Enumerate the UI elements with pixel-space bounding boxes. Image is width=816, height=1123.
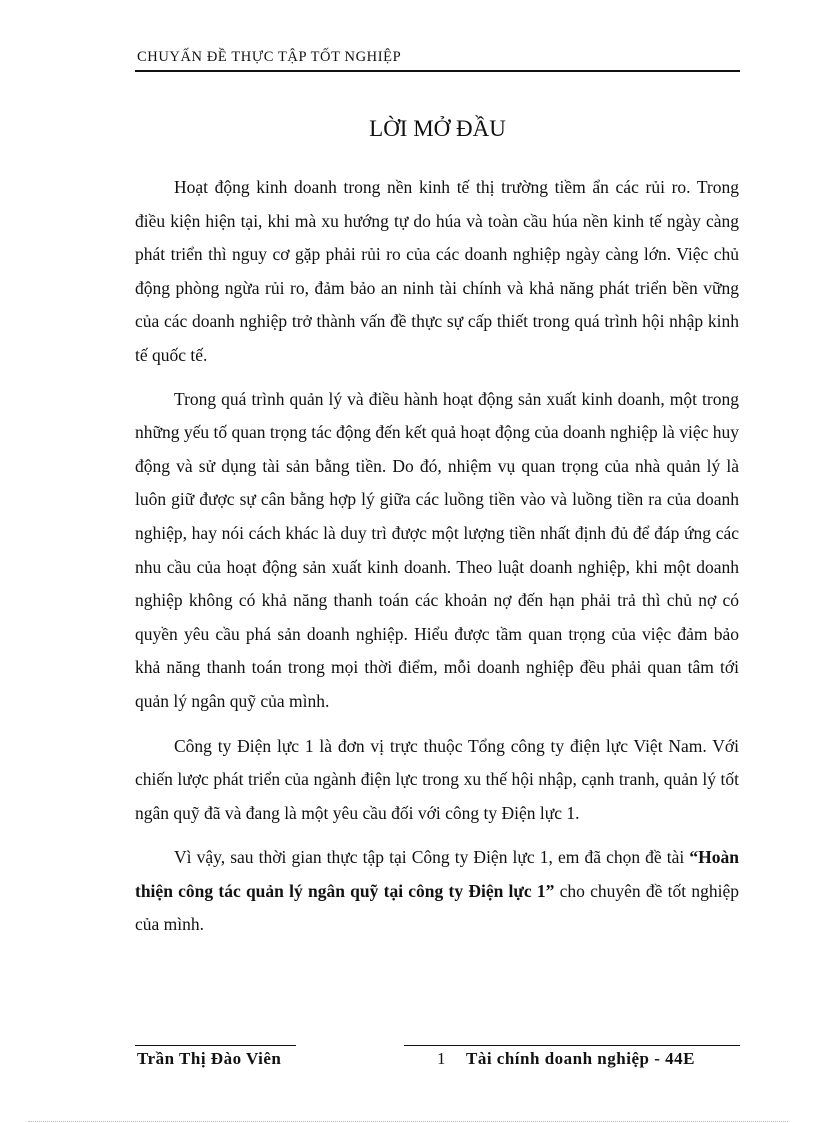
footer-department: Tài chính doanh nghiệp - 44E (466, 1049, 695, 1068)
footer-rule-left (135, 1045, 296, 1046)
paragraph-1: Hoạt động kinh doanh trong nền kinh tế thị trường tiềm ẩn các rủi ro. Trong điều kiện hiện tại, khi mà xu hướng tự do húa và toàn cầu húa nền kinh tế ngày càng phát triển thì nguy cơ gặp phải rủi ro của các doanh nghiệp ngày càng lớn. Việc chủ động phòng ngừa rủi ro, đảm bảo an ninh tài chính và khả năng phát triển bền vững của các doanh nghiệp trở thành vấn đề thực sự cấp thiết trong quá trình hội nhập kinh tế quốc tế. (135, 177, 739, 365)
running-header: CHUYẤN ĐỀ THỰC TẬP TỐT NGHIỆP (137, 49, 402, 65)
page-number: 1 (437, 1049, 446, 1068)
paragraph-4-start: Vì vậy, sau thời gian thực tập tại Công ty Điện lực 1, em đã chọn đề tài (174, 847, 685, 868)
paragraph-4-end: cho chuyên đề tốt nghiệp của mình. (135, 880, 739, 935)
paragraph-4 (135, 841, 739, 942)
paragraph-2: Trong quá trình quản lý và điều hành hoạt động sản xuất kinh doanh, một trong những yếu tố quan trọng tác động đến kết quả hoạt động của doanh nghiệp là việc huy động và sử dụng tài sản bằng tiền. Do đó, nhiệm vụ quan trọng của nhà quản lý là luôn giữ được sự cân bằng hợp lý giữa các luồng tiền vào và luồng tiền ra của doanh nghiệp, hay nói cách khác là duy trì được một lượng tiền nhất định đủ để đáp ứng các nhu cầu của hoạt động sản xuất kinh doanh. Theo luật doanh nghiệp, khi một doanh nghiệp không có khả năng thanh toán các khoản nợ đến hạn phải trả thì chủ nợ có quyền yêu cầu phá sản doanh nghiệp. Hiểu được tầm quan trọng của việc đảm bảo khả năng thanh toán trong mọi thời điểm, mỗi doanh nghiệp đều phải quan tâm tới quản lý ngân quỹ của mình. (135, 388, 739, 711)
page-title: LỜI MỞ ĐẦU (369, 116, 506, 142)
paragraph-3: Công ty Điện lực 1 là đơn vị trực thuộc Tổng công ty điện lực Việt Nam. Với chiến lược phát triển của ngành điện lực trong xu thế hội nhập, cạnh tranh, quản lý tốt ngân quỹ đã và đang là một yêu cầu đối với công ty Điện lực 1. (135, 735, 739, 823)
page-boundary (28, 1121, 788, 1122)
footer-rule-right (404, 1045, 740, 1046)
footer-author: Trần Thị Đào Viên (137, 1049, 282, 1068)
header-rule (135, 70, 740, 72)
document-body (135, 171, 739, 953)
thesis-topic: “Hoàn thiện công tác quản lý ngân quỹ tại công ty Điện lực 1” (135, 847, 740, 901)
